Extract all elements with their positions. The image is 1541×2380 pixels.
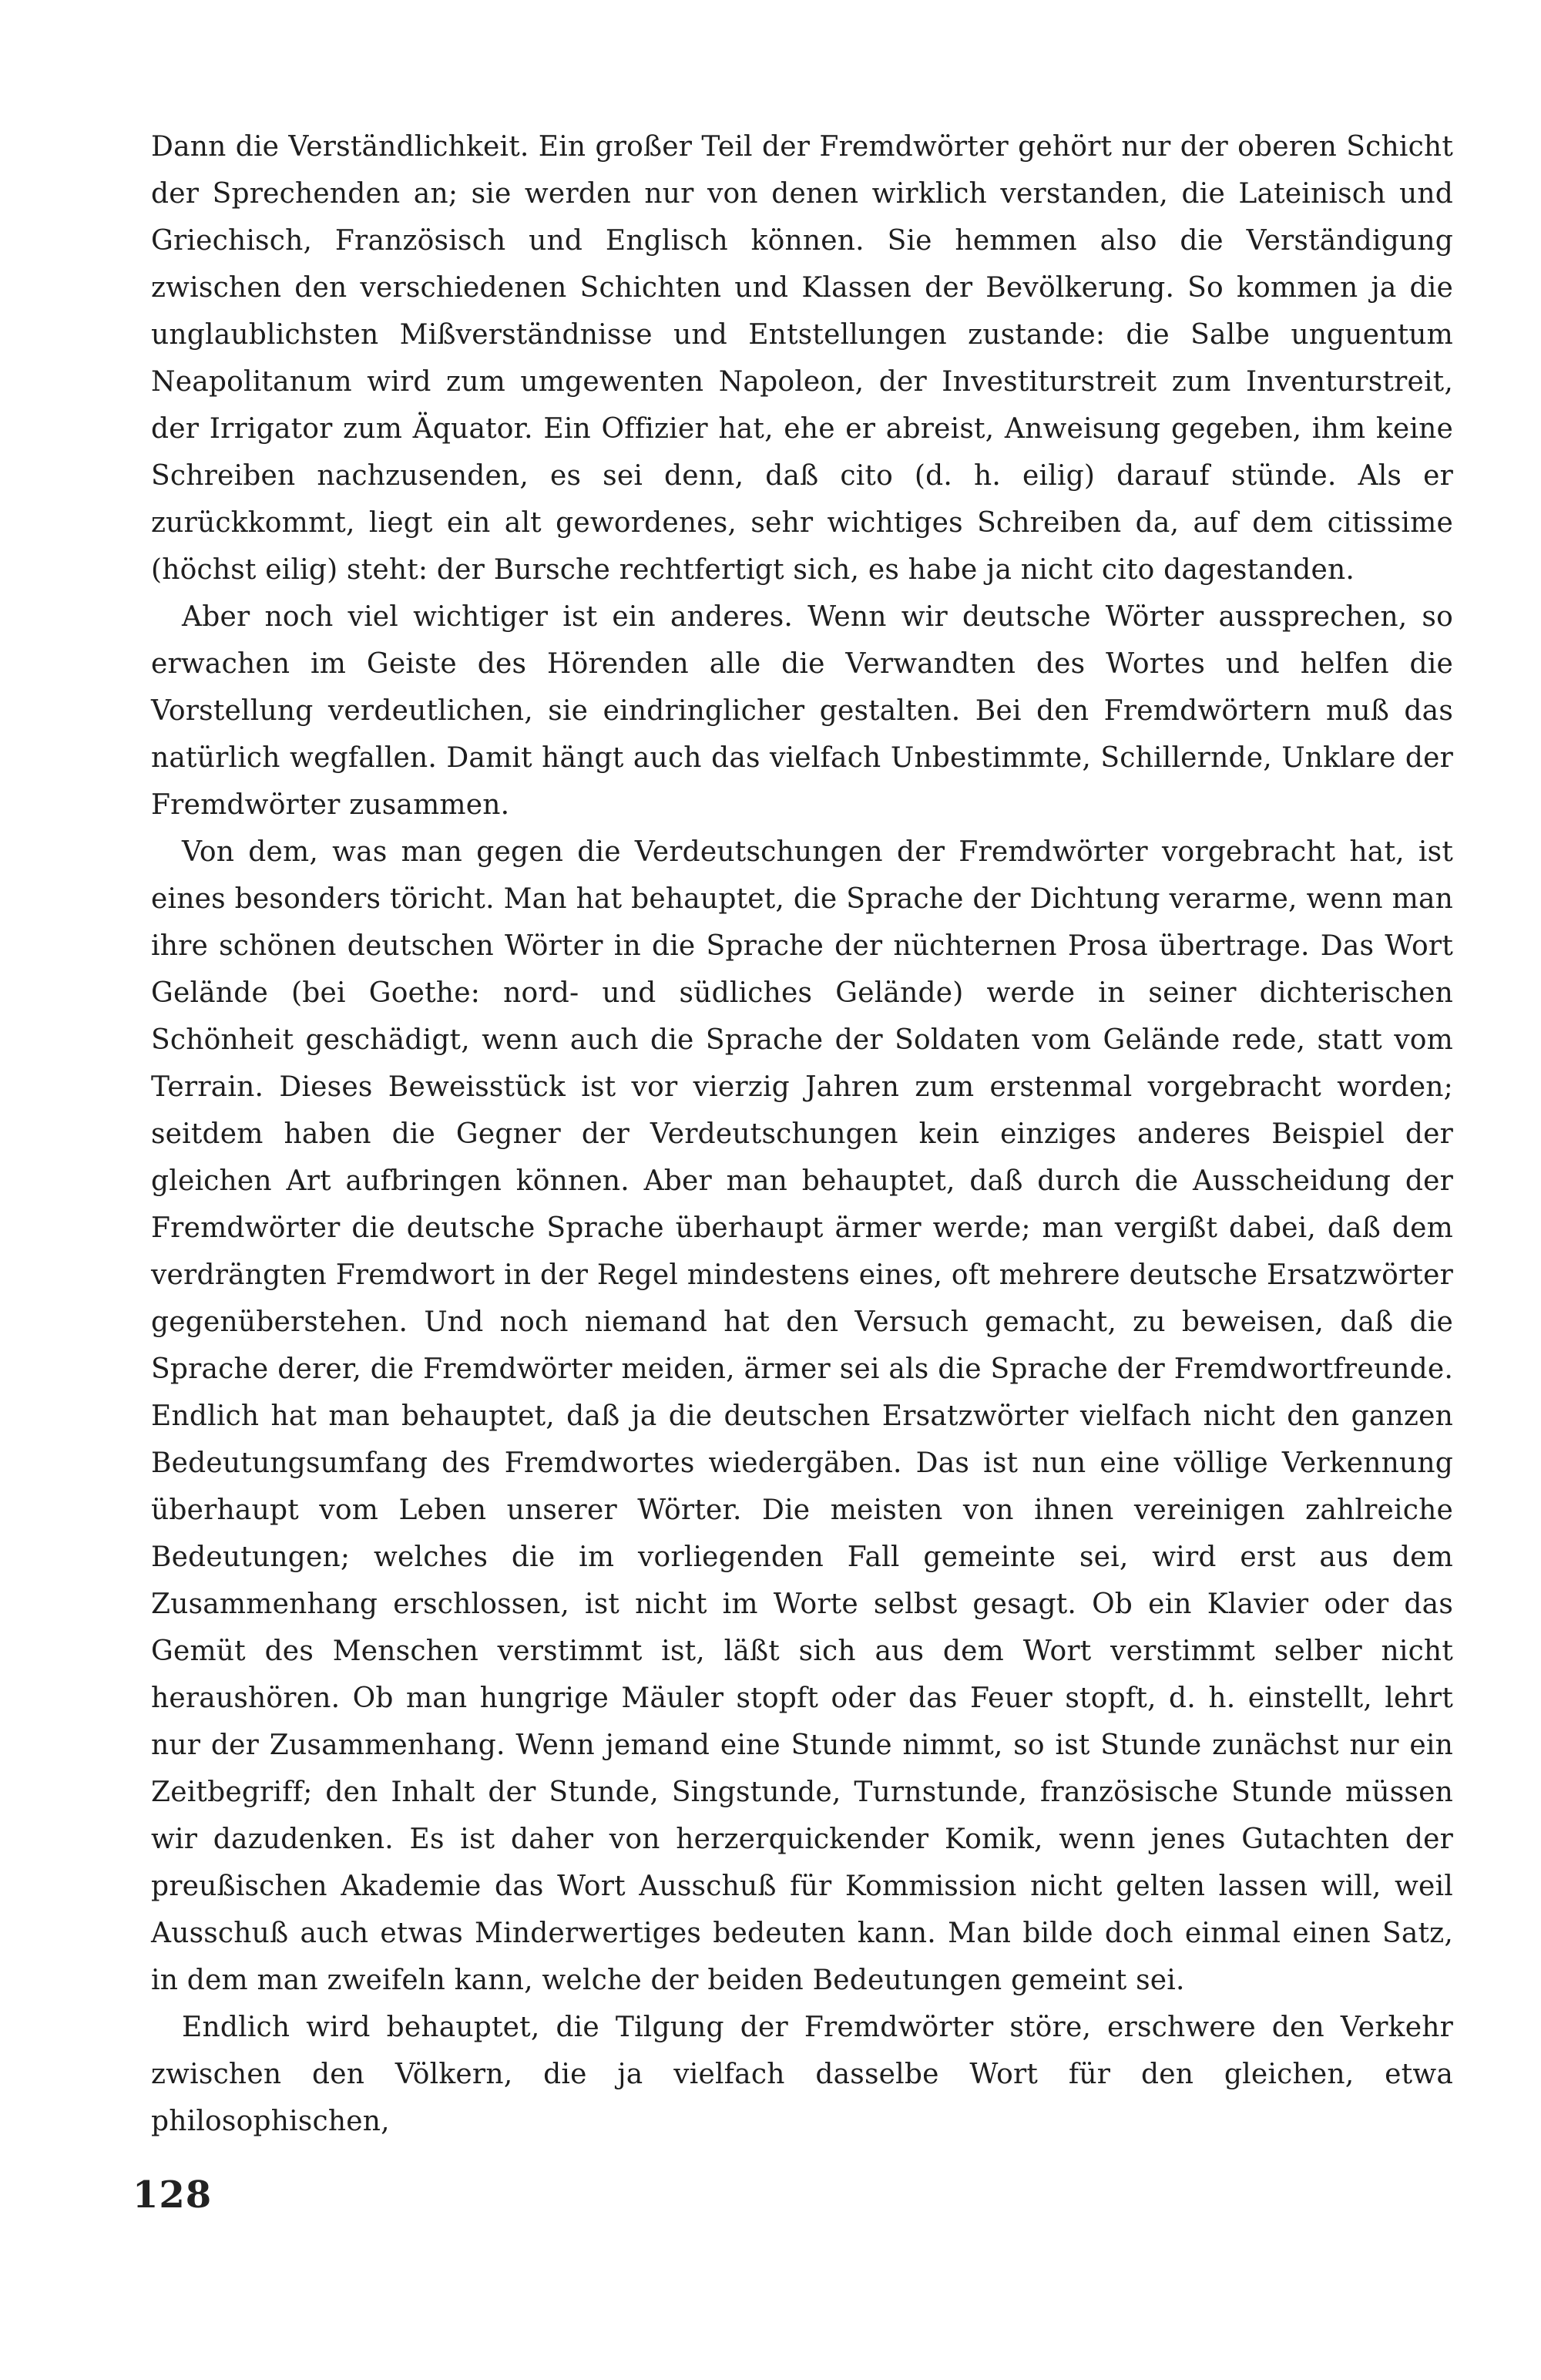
paragraph-objections: Von dem, was man gegen die Verdeutschungen der Fremdwörter vorgebracht hat, ist eines besonders töricht. Man hat behauptet, die Sprache der Dichtung verarme, wenn man ihre schönen deutschen Wörter in die Sprache der nüchternen Prosa übertrage. Das Wort Gelände (bei Goethe: nord- und südliches Gelände) werde in seiner dichterischen Schönheit geschädigt, wenn auch die Sprache der Soldaten vom Gelände rede, statt vom Terrain. Dieses Beweisstück ist vor vierzig Jahren zum erstenmal vorgebracht worden; seitdem haben die Gegner der Verdeutschungen kein einziges anderes Beispiel der gleichen Art aufbringen können. Aber man behauptet, daß durch die Ausscheidung der Fremdwörter die deutsche Sprache überhaupt ärmer werde; man vergißt dabei, daß dem verdrängten Fremdwort in der Regel mindestens eines, oft mehrere deutsche Ersatzwörter gegenüberstehen. Und noch niemand hat den Versuch gemacht, zu beweisen, daß die Sprache derer, die Fremdwörter meiden, ärmer sei als die Sprache der Fremdwortfreunde. Endlich hat man behauptet, daß ja die deutschen Ersatzwörter vielfach nicht den ganzen Bedeutungsumfang des Fremdwortes wiedergäben. Das ist nun eine völlige Verkennung überhaupt vom Leben unserer Wörter. Die meisten von ihnen vereinigen zahlreiche Bedeutungen; welches die im vorliegenden Fall gemeinte sei, wird erst aus dem Zusammenhang erschlossen, ist nicht im Worte selbst gesagt. Ob ein Klavier oder das Gemüt des Menschen verstimmt ist, läßt sich aus dem Wort verstimmt selber nicht heraushören. Ob man hungrige Mäuler stopft oder das Feuer stopft, d. h. einstellt, lehrt nur der Zusammenhang. Wenn jemand eine Stunde nimmt, so ist Stunde zunächst nur ein Zeitbegriff; den Inhalt der Stunde, Singstunde, Turnstunde, französische Stunde müssen wir dazudenken. Es ist daher von herzerquickender Komik, wenn jenes Gutachten der preußischen Akademie das Wort Ausschuß für Kommission nicht gelten lassen will, weil Ausschuß auch etwas Minderwertiges bedeuten kann. Man bilde doch einmal einen Satz, in dem man zweifeln kann, welche der beiden Bedeutungen gemeint sei. [151, 836, 1453, 1996]
paragraph-word-relatives: Aber noch viel wichtiger ist ein anderes. Wenn wir deutsche Wörter aussprechen, so erwachen im Geiste des Hörenden alle die Verwandten des Wortes und helfen die Vorstellung verdeutlichen, sie eindringlicher gestalten. Bei den Fremdwörtern muß das natürlich wegfallen. Damit hängt auch das vielfach Unbestimmte, Schillernde, Unklare der Fremdwörter zusammen. [151, 601, 1453, 821]
page-number: 128 [133, 2173, 213, 2217]
paragraph-international-traffic: Endlich wird behauptet, die Tilgung der Fremdwörter störe, erschwere den Verkehr zwischen den Völkern, die ja vielfach dasselbe Wort für den gleichen, etwa philosophischen, [151, 2012, 1453, 2137]
body-text [151, 123, 1453, 2145]
book-page [151, 123, 1453, 2297]
paragraph-understandability: Dann die Verständlichkeit. Ein großer Teil der Fremdwörter gehört nur der oberen Schicht der Sprechenden an; sie werden nur von denen wirklich verstanden, die Lateinisch und Griechisch, Französisch und Englisch können. Sie hemmen also die Verständigung zwischen den verschiedenen Schichten und Klassen der Bevölkerung. So kommen ja die unglaublichsten Mißverständnisse und Entstellungen zustande: die Salbe unguentum Neapolitanum wird zum umgewenten Napoleon, der Investiturstreit zum Inventurstreit, der Irrigator zum Äquator. Ein Offizier hat, ehe er abreist, Anweisung gegeben, ihm keine Schreiben nachzusenden, es sei denn, daß cito (d. h. eilig) darauf stünde. Als er zurückkommt, liegt ein alt gewordenes, sehr wichtiges Schreiben da, auf dem citissime (höchst eilig) steht: der Bursche rechtfertigt sich, es habe ja nicht cito dagestanden. [151, 131, 1453, 586]
